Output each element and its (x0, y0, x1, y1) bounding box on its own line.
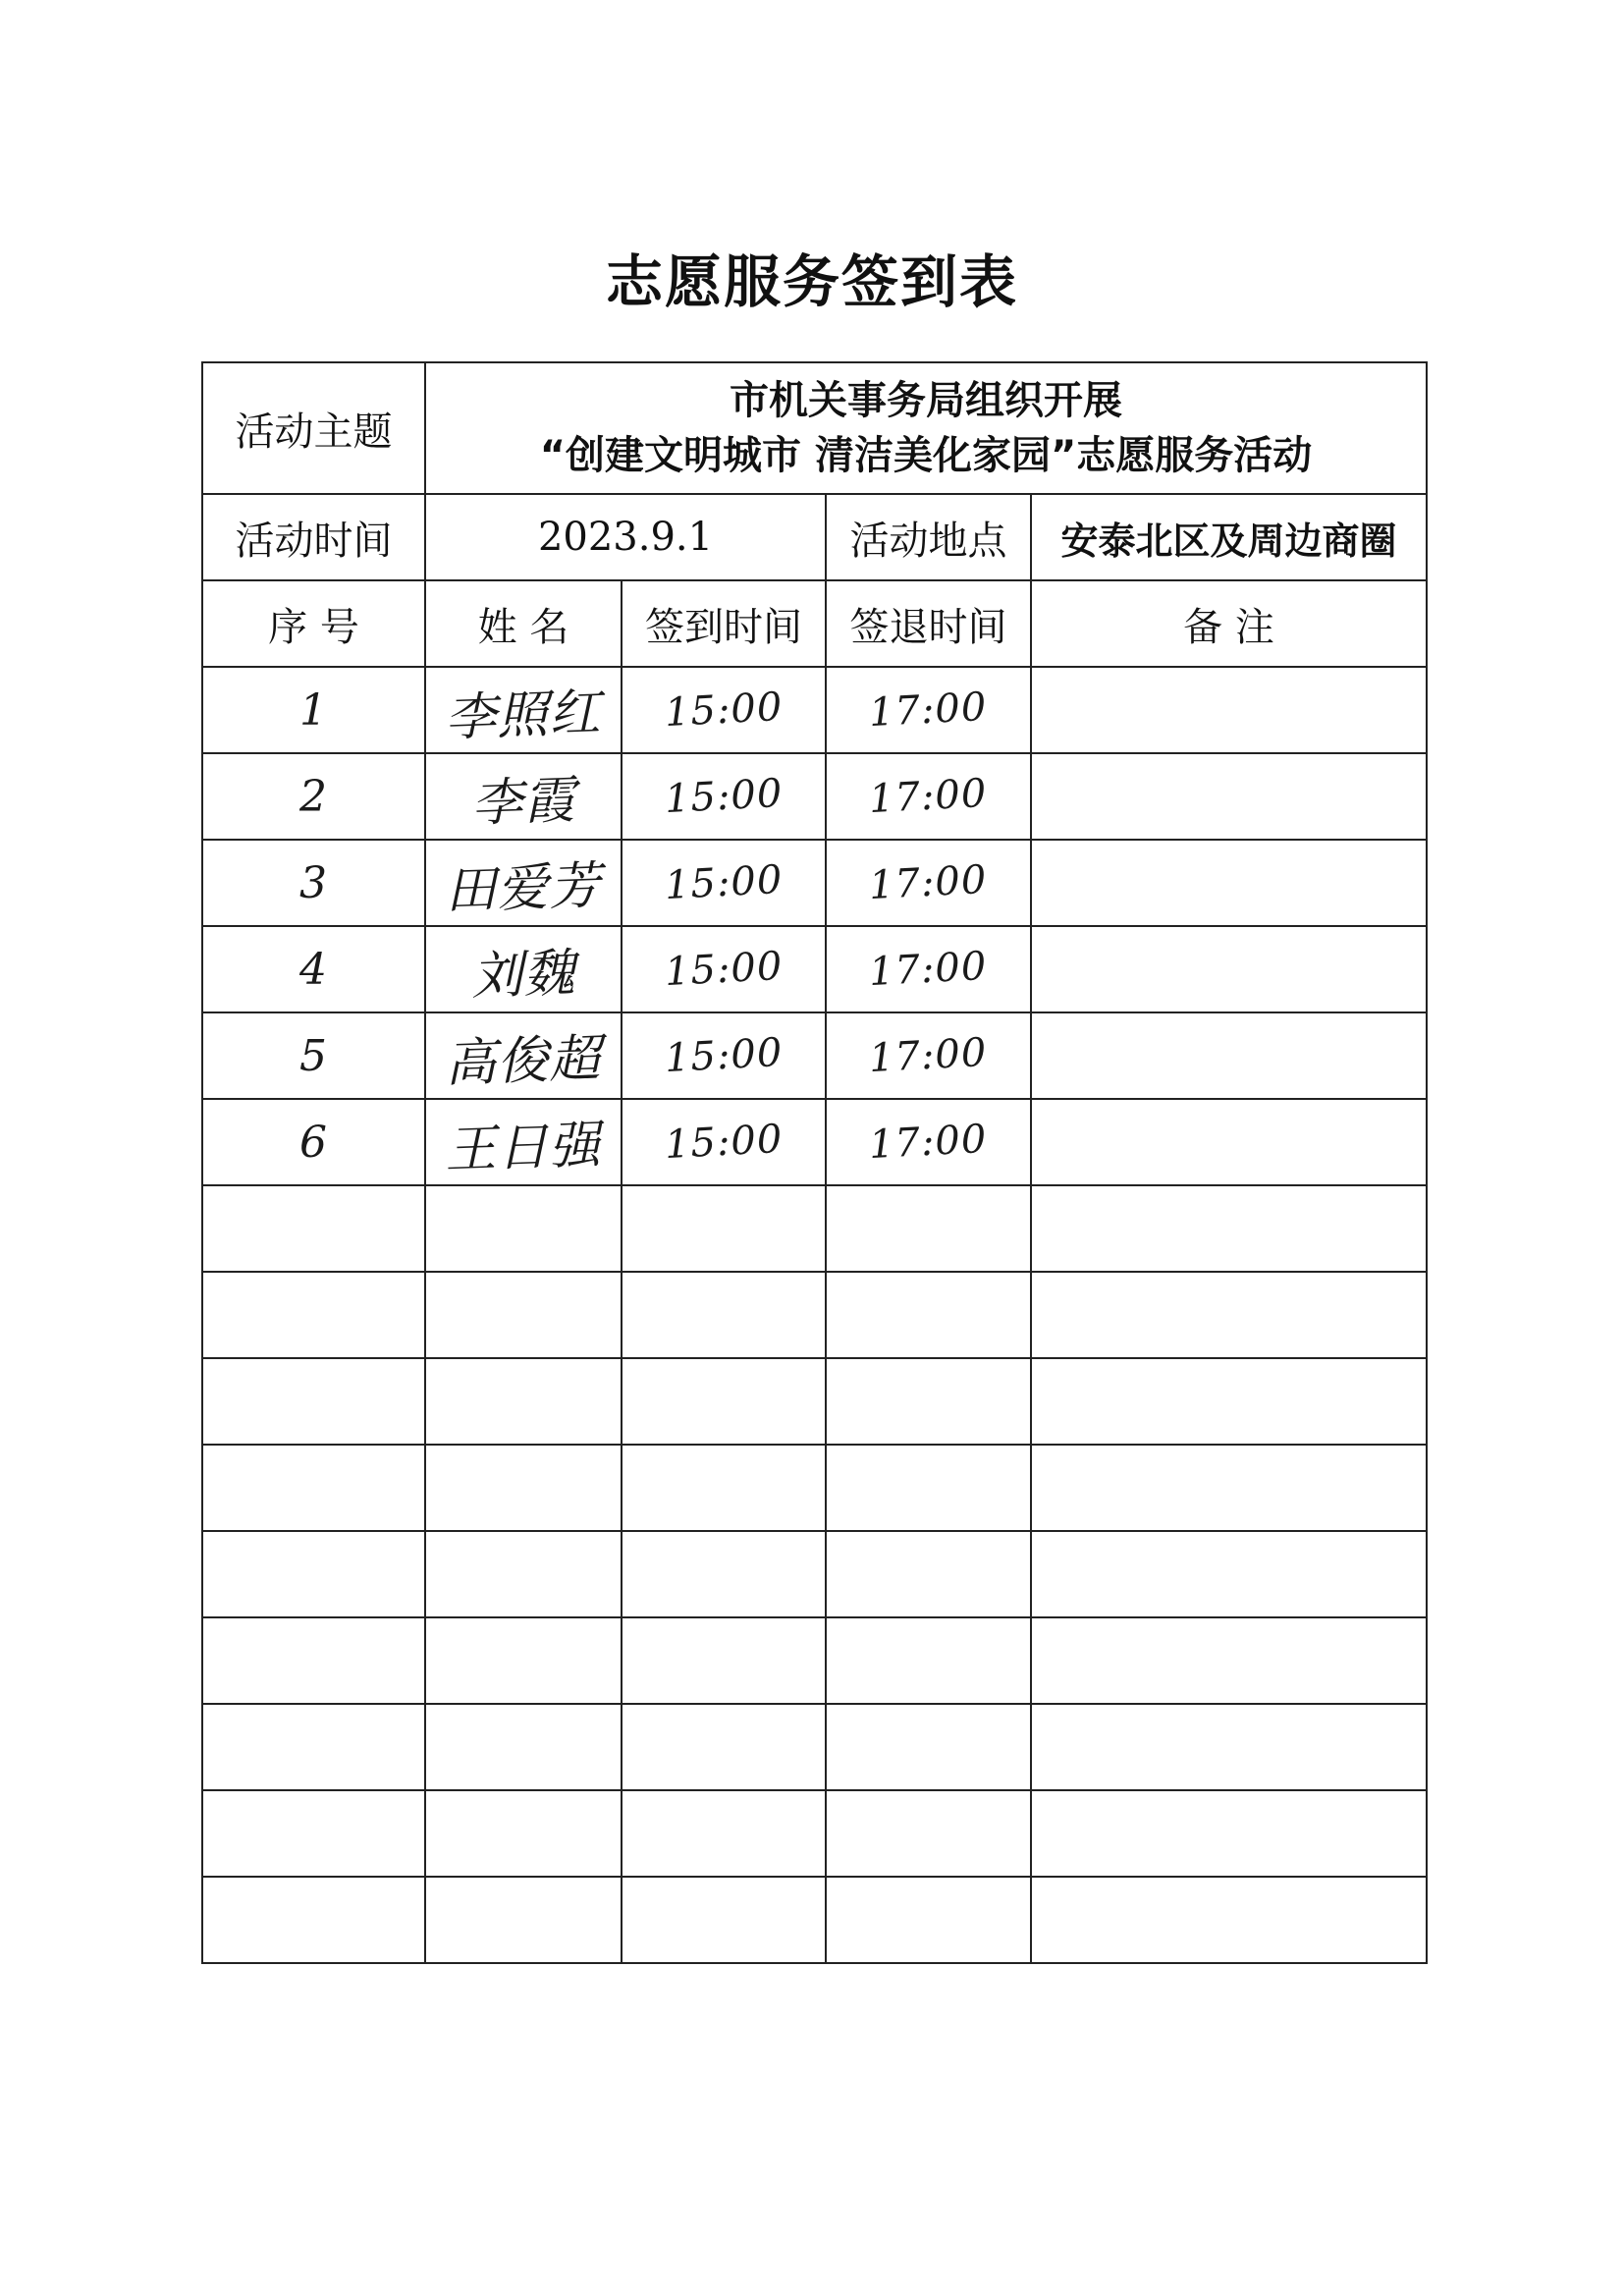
table-row (202, 1099, 1427, 1185)
row-name: 李照红 (444, 683, 603, 748)
table-row (202, 753, 1427, 840)
row-signin-time-cell (622, 1531, 826, 1617)
row-signout-time: 17:00 (868, 770, 989, 823)
row-number-cell (202, 1704, 425, 1790)
table-row (202, 667, 1427, 753)
row-signin-time-cell (622, 1358, 826, 1445)
row-number-cell (202, 1185, 425, 1272)
theme-row (202, 362, 1427, 494)
place-label: 活动地点 (826, 494, 1031, 580)
theme-value (425, 362, 1427, 494)
row-signin-time: 15:00 (663, 1029, 785, 1082)
row-number-cell (202, 1877, 425, 1963)
table-row (202, 1704, 1427, 1790)
row-signin-time-cell (622, 1617, 826, 1704)
row-signin-time-cell (622, 667, 826, 753)
row-name-cell (425, 1877, 622, 1963)
row-number-cell (202, 840, 425, 926)
row-number-cell (202, 1617, 425, 1704)
row-note-cell (1031, 1358, 1427, 1445)
row-signout-time: 17:00 (868, 943, 989, 996)
row-signout-time-cell (826, 1790, 1031, 1877)
theme-line-2: “创建文明城市 清洁美化家园”志愿服务活动 (539, 433, 1313, 478)
table-row (202, 1531, 1427, 1617)
row-signin-time: 15:00 (663, 683, 785, 737)
row-signout-time: 17:00 (868, 683, 989, 737)
row-name: 高俊超 (444, 1028, 603, 1094)
row-number-cell (202, 1099, 425, 1185)
row-signin-time-cell (622, 1185, 826, 1272)
row-name-cell (425, 1704, 622, 1790)
row-signin-time-cell (622, 1099, 826, 1185)
row-note-cell (1031, 1272, 1427, 1358)
column-header-no: 序 号 (202, 580, 425, 667)
row-note-cell (1031, 1877, 1427, 1963)
row-signout-time-cell (826, 1012, 1031, 1099)
row-note-cell (1031, 1617, 1427, 1704)
row-signout-time-cell (826, 667, 1031, 753)
row-name-cell (425, 1185, 622, 1272)
row-name-cell (425, 1531, 622, 1617)
row-name: 李霞 (470, 770, 577, 834)
row-signout-time-cell (826, 1445, 1031, 1531)
row-signin-time: 15:00 (663, 856, 785, 909)
row-signin-time-cell (622, 1012, 826, 1099)
row-name-cell (425, 1012, 622, 1099)
row-name: 田爱芳 (444, 855, 603, 921)
row-name: 刘魏 (470, 943, 577, 1007)
row-note-cell (1031, 1531, 1427, 1617)
table-row (202, 840, 1427, 926)
row-signin-time-cell (622, 753, 826, 840)
table-row (202, 1790, 1427, 1877)
row-signin-time-cell (622, 1704, 826, 1790)
row-number: 3 (299, 857, 328, 908)
row-name-cell (425, 1617, 622, 1704)
table-row (202, 1272, 1427, 1358)
row-name: 王日强 (444, 1115, 603, 1180)
place-value: 安泰北区及周边商圈 (1031, 494, 1427, 580)
row-name-cell (425, 1358, 622, 1445)
row-note-cell (1031, 840, 1427, 926)
table-row (202, 926, 1427, 1012)
row-note-cell (1031, 1704, 1427, 1790)
row-signout-time-cell (826, 1358, 1031, 1445)
row-signout-time: 17:00 (868, 1029, 989, 1082)
row-name-cell (425, 1099, 622, 1185)
page-title: 志愿服务签到表 (605, 248, 1018, 315)
row-signin-time-cell (622, 926, 826, 1012)
row-number-cell (202, 1445, 425, 1531)
row-number-cell (202, 926, 425, 1012)
row-note-cell (1031, 926, 1427, 1012)
column-header-note: 备 注 (1031, 580, 1427, 667)
row-name-cell (425, 926, 622, 1012)
column-header-row (202, 580, 1427, 667)
theme-label: 活动主题 (202, 362, 425, 494)
row-number: 2 (299, 771, 328, 822)
row-signout-time-cell (826, 753, 1031, 840)
table-row (202, 1877, 1427, 1963)
row-number-cell (202, 1358, 425, 1445)
row-signin-time-cell (622, 1790, 826, 1877)
row-number-cell (202, 1790, 425, 1877)
column-header-signout: 签退时间 (826, 580, 1031, 667)
row-note-cell (1031, 667, 1427, 753)
row-number-cell (202, 1012, 425, 1099)
row-signout-time: 17:00 (868, 856, 989, 909)
row-name-cell (425, 667, 622, 753)
row-number-cell (202, 667, 425, 753)
row-signin-time-cell (622, 1445, 826, 1531)
row-signout-time: 17:00 (868, 1116, 989, 1169)
column-header-signin: 签到时间 (622, 580, 826, 667)
row-note-cell (1031, 753, 1427, 840)
row-name-cell (425, 1445, 622, 1531)
row-signout-time-cell (826, 1531, 1031, 1617)
row-note-cell (1031, 1099, 1427, 1185)
row-signout-time-cell (826, 1099, 1031, 1185)
row-note-cell (1031, 1445, 1427, 1531)
row-signin-time-cell (622, 840, 826, 926)
row-number-cell (202, 1272, 425, 1358)
table-row (202, 1617, 1427, 1704)
row-signin-time: 15:00 (663, 1116, 785, 1169)
row-name-cell (425, 753, 622, 840)
table-row (202, 1185, 1427, 1272)
row-number-cell (202, 753, 425, 840)
signin-table (201, 361, 1428, 1964)
row-signin-time: 15:00 (663, 943, 785, 996)
row-note-cell (1031, 1185, 1427, 1272)
row-name-cell (425, 840, 622, 926)
row-number-cell (202, 1531, 425, 1617)
row-number: 1 (299, 684, 328, 736)
row-signout-time-cell (826, 840, 1031, 926)
column-header-name: 姓 名 (425, 580, 622, 667)
table-row (202, 1358, 1427, 1445)
row-signout-time-cell (826, 1877, 1031, 1963)
row-number: 5 (299, 1030, 328, 1081)
row-signout-time-cell (826, 926, 1031, 1012)
time-value: 2023.9.1 (425, 494, 826, 580)
row-signin-time: 15:00 (663, 770, 785, 823)
time-label: 活动时间 (202, 494, 425, 580)
row-note-cell (1031, 1012, 1427, 1099)
theme-line-1: 市机关事务局组织开展 (730, 378, 1122, 423)
row-name-cell (425, 1272, 622, 1358)
row-signin-time-cell (622, 1877, 826, 1963)
row-signout-time-cell (826, 1185, 1031, 1272)
row-number: 4 (299, 944, 328, 995)
table-row (202, 1445, 1427, 1531)
time-place-row (202, 494, 1427, 580)
row-note-cell (1031, 1790, 1427, 1877)
table-body (202, 667, 1427, 1963)
row-number: 6 (299, 1117, 328, 1168)
row-signin-time-cell (622, 1272, 826, 1358)
row-name-cell (425, 1790, 622, 1877)
row-signout-time-cell (826, 1617, 1031, 1704)
row-signout-time-cell (826, 1272, 1031, 1358)
row-signout-time-cell (826, 1704, 1031, 1790)
table-row (202, 1012, 1427, 1099)
